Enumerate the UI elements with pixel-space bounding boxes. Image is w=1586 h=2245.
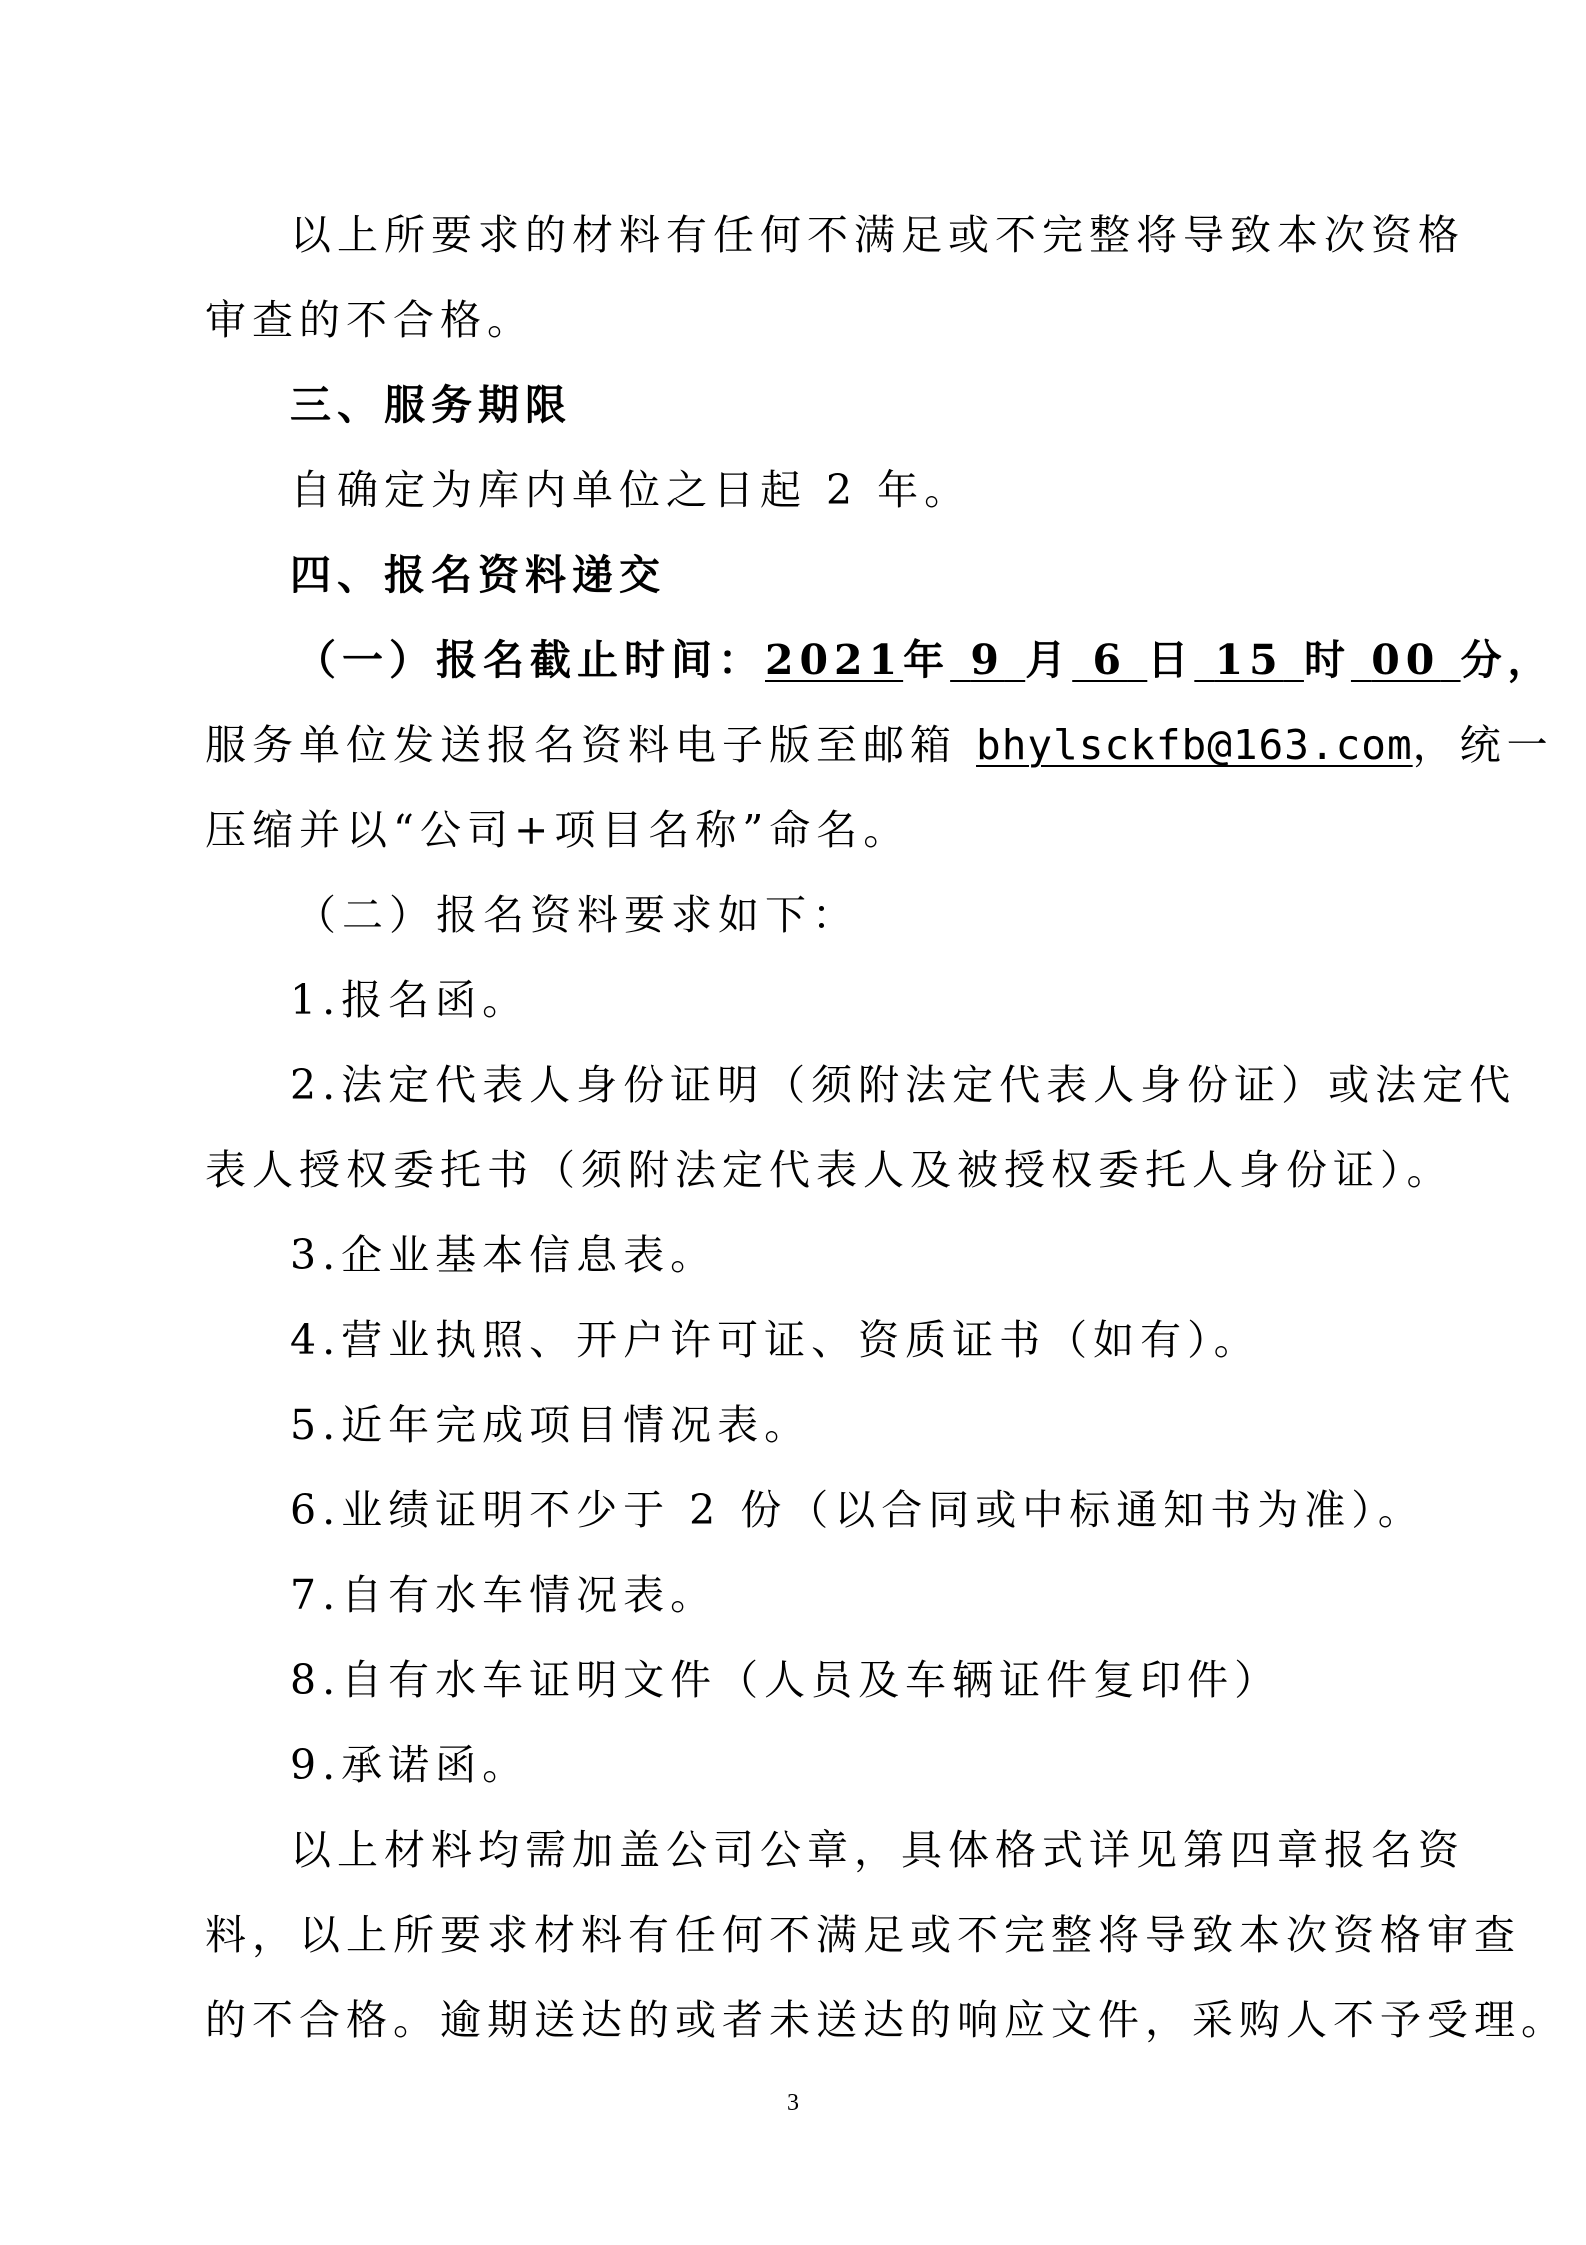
list-item-continuation: 表人授权委托书（须附法定代表人及被授权委托人身份证）。: [205, 1146, 1454, 1194]
paragraph-line: 以上材料均需加盖公司公章，具体格式详见第四章报名资: [290, 1826, 1465, 1874]
deadline-hour: 15: [1214, 636, 1284, 684]
list-item: 8.自有水车证明文件（人员及车辆证件复印件）: [290, 1656, 1282, 1704]
deadline-month: 9: [970, 636, 1005, 684]
list-item: 6.业绩证明不少于 2 份（以合同或中标通知书为准）。: [290, 1486, 1425, 1534]
paragraph-line: 自确定为库内单位之日起 2 年。: [290, 466, 972, 514]
deadline-year: 2021: [765, 636, 904, 684]
page-number: 3: [787, 2090, 799, 2116]
paragraph-line: 压缩并以“公司+项目名称”命名。: [205, 806, 911, 854]
paragraph-line: 料，以上所要求材料有任何不满足或不完整将导致本次资格审查: [205, 1911, 1521, 1959]
deadline-minute: 00: [1371, 636, 1441, 684]
list-item: 5.近年完成项目情况表。: [290, 1401, 812, 1449]
deadline-month-unit: 月: [1025, 636, 1073, 684]
list-item: 7.自有水车情况表。: [290, 1571, 718, 1619]
deadline-line: [295, 630, 1555, 690]
list-item: 1.报名函。: [290, 976, 530, 1024]
email-line-text: 服务单位发送报名资料电子版至邮箱: [205, 721, 977, 769]
paragraph-line: 审查的不合格。: [205, 296, 534, 344]
deadline-minute-unit: 分，: [1460, 636, 1555, 684]
list-item: 4.营业执照、开户许可证、资质证书（如有）。: [290, 1316, 1261, 1364]
email-line-text-after: ，统一: [1412, 721, 1554, 769]
deadline-day: 6: [1092, 636, 1128, 684]
list-item: 2.法定代表人身份证明（须附法定代表人身份证）或法定代: [290, 1061, 1517, 1109]
subsection-heading-2: （二）报名资料要求如下：: [295, 891, 859, 939]
list-item: 9.承诺函。: [290, 1741, 530, 1789]
paragraph-line: 的不合格。逾期送达的或者未送达的响应文件，采购人不予受理。: [205, 1996, 1568, 2044]
deadline-year-unit: 年: [903, 636, 951, 684]
paragraph-line: 以上所要求的材料有任何不满足或不完整将导致本次资格: [290, 211, 1465, 259]
deadline-day-unit: 日: [1147, 636, 1195, 684]
deadline-hour-unit: 时: [1303, 636, 1351, 684]
section-heading-3: 三、服务期限: [290, 381, 572, 429]
list-item: 3.企业基本信息表。: [290, 1231, 718, 1279]
deadline-prefix: （一）报名截止时间：: [295, 636, 765, 684]
email-line: [205, 715, 1554, 775]
section-heading-4: 四、报名资料递交: [290, 551, 666, 599]
email-link[interactable]: bhylsckfb@163.com: [976, 721, 1413, 769]
